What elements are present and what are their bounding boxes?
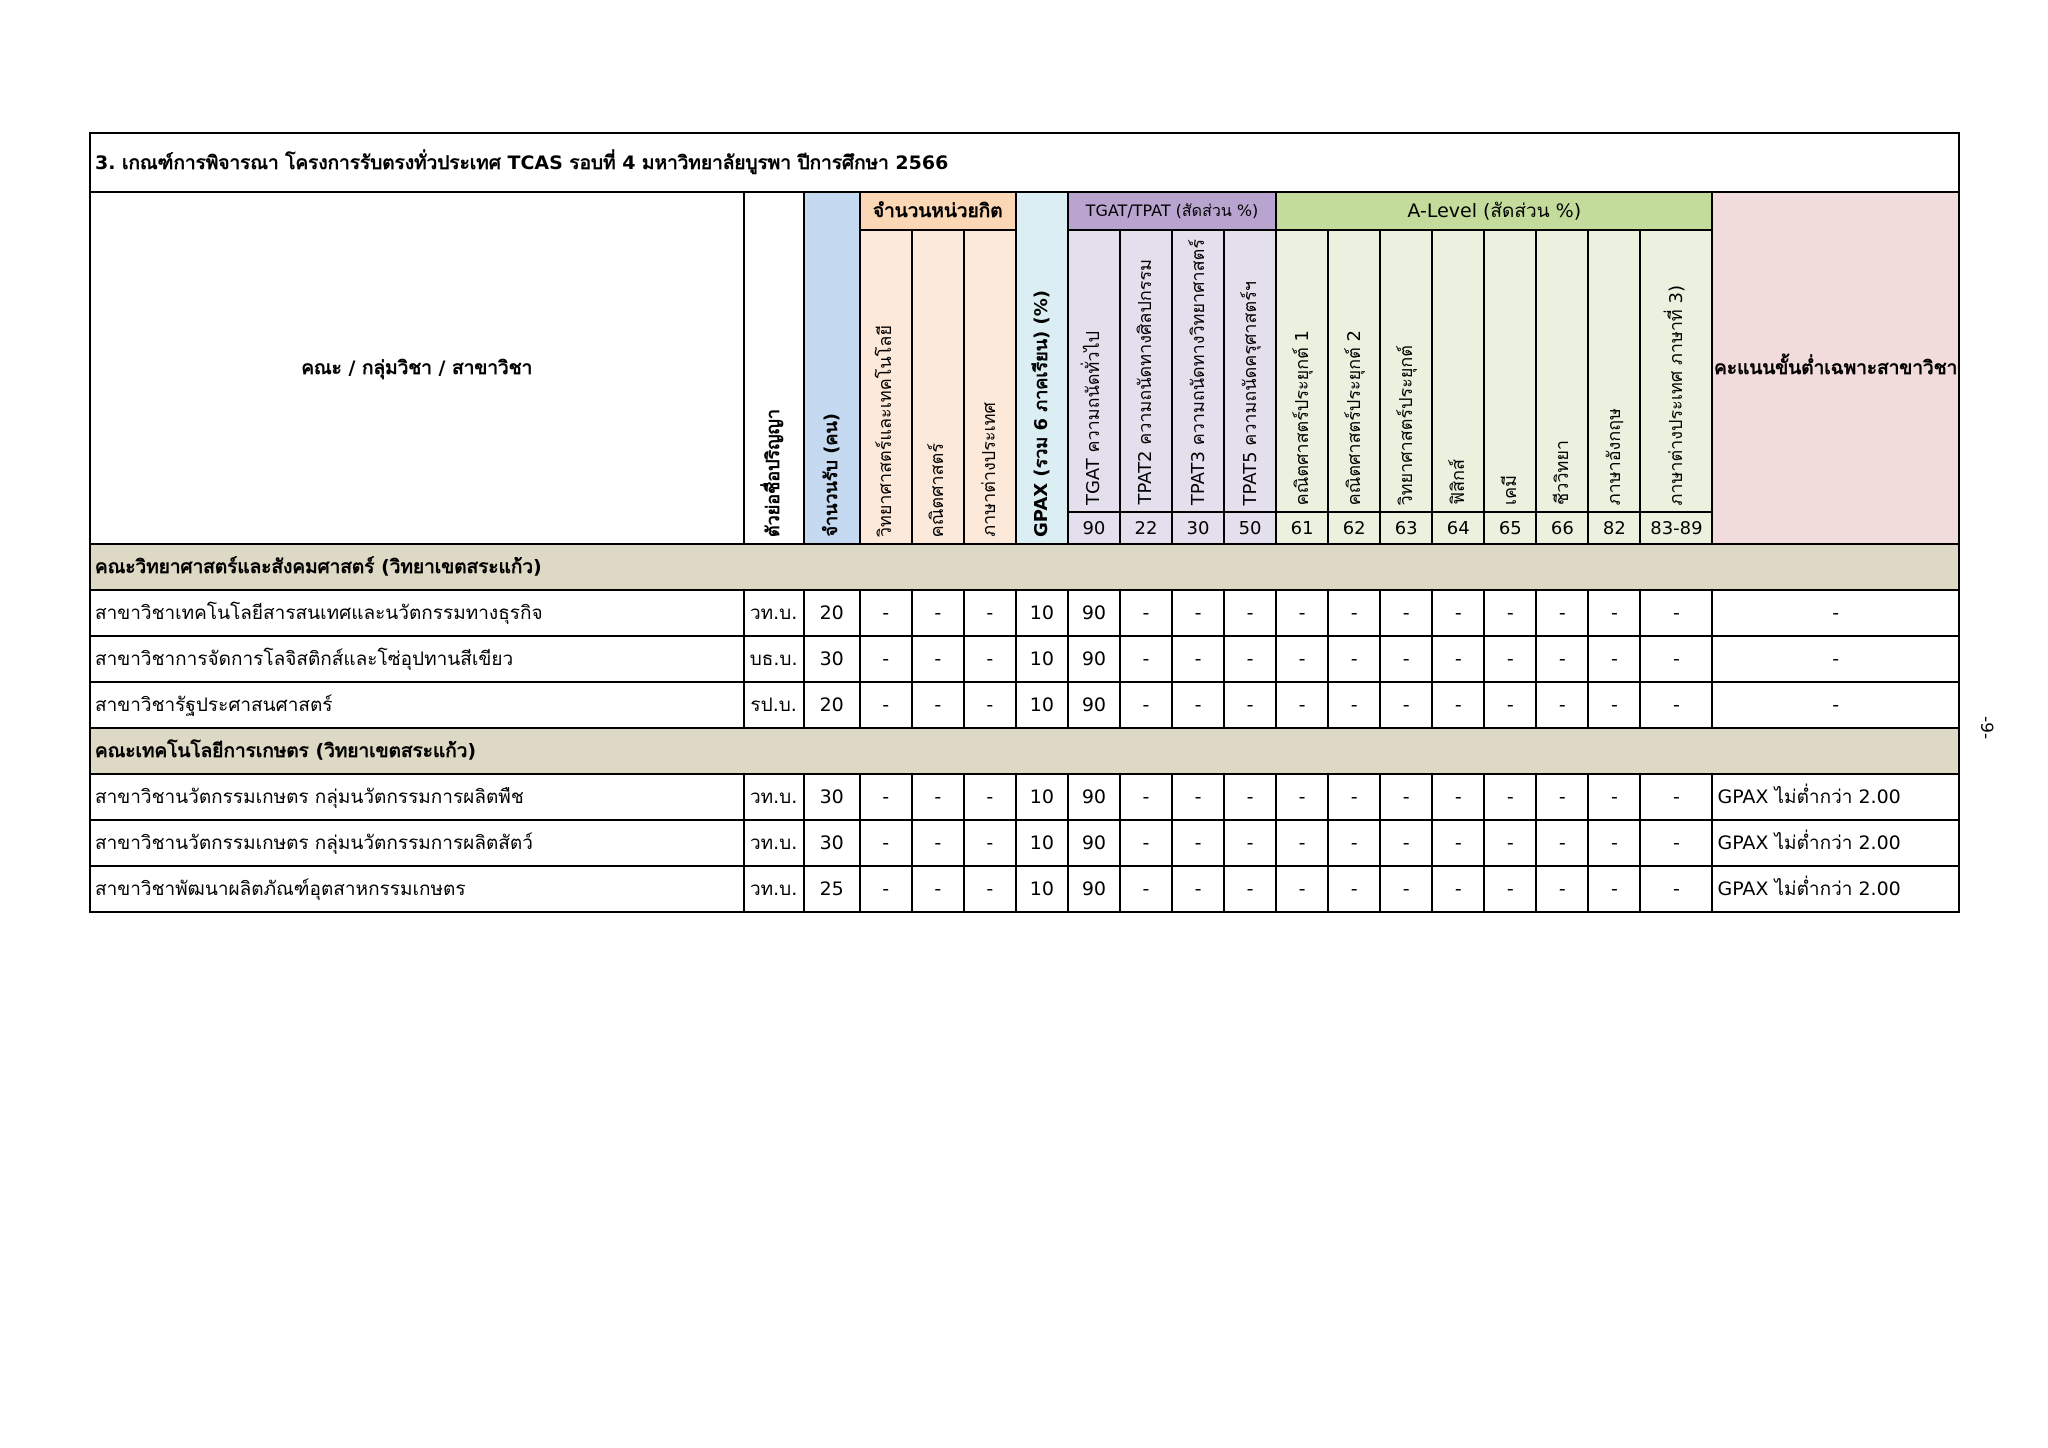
- credit-cell: -: [860, 636, 912, 682]
- degree-cell: รป.บ.: [744, 682, 804, 728]
- gpax-cell: 10: [1016, 820, 1068, 866]
- alevel-cell: -: [1484, 774, 1536, 820]
- seats-cell: 30: [804, 636, 860, 682]
- alevel-cell: -: [1276, 774, 1328, 820]
- alevel-code: 63: [1380, 512, 1432, 544]
- table-row: [90, 774, 1959, 820]
- degree-cell: วท.บ.: [744, 590, 804, 636]
- alevel-col-62: คณิตศาสตร์ประยุกต์ 2: [1328, 230, 1380, 512]
- tgat-cell: -: [1120, 820, 1172, 866]
- alevel-col-64: ฟิสิกส์: [1432, 230, 1484, 512]
- alevel-cell: -: [1380, 820, 1432, 866]
- tgat-cell: 90: [1068, 636, 1120, 682]
- alevel-code: 61: [1276, 512, 1328, 544]
- tgat-cell: -: [1172, 866, 1224, 912]
- alevel-cell: -: [1536, 682, 1588, 728]
- credit-cell: -: [912, 820, 964, 866]
- credits-group-header: จำนวนหน่วยกิต: [860, 192, 1016, 230]
- alevel-cell: -: [1380, 682, 1432, 728]
- tgat-cell: -: [1120, 590, 1172, 636]
- faculty-name: คณะวิทยาศาสตร์และสังคมศาสตร์ (วิทยาเขตสระแก้ว): [90, 544, 1959, 590]
- credit-cell: -: [912, 590, 964, 636]
- table-title: 3. เกณฑ์การพิจารณา โครงการรับตรงทั่วประเทศ TCAS รอบที่ 4 มหาวิทยาลัยบูรพา ปีการศึกษา 2566: [90, 133, 1959, 192]
- alevel-cell: -: [1380, 590, 1432, 636]
- alevel-cell: -: [1328, 636, 1380, 682]
- degree-cell: วท.บ.: [744, 866, 804, 912]
- tgat-code: 22: [1120, 512, 1172, 544]
- min-score-cell: GPAX ไม่ต่ำกว่า 2.00: [1712, 774, 1959, 820]
- credit-cell: -: [860, 866, 912, 912]
- alevel-cell: -: [1536, 636, 1588, 682]
- tgat-col-tgat: TGAT ความถนัดทั่วไป: [1068, 230, 1120, 512]
- alevel-cell: -: [1588, 636, 1640, 682]
- alevel-cell: -: [1276, 866, 1328, 912]
- tgat-cell: -: [1120, 774, 1172, 820]
- min-score-cell: GPAX ไม่ต่ำกว่า 2.00: [1712, 866, 1959, 912]
- tgat-code: 50: [1224, 512, 1276, 544]
- program-name: สาขาวิชานวัตกรรมเกษตร กลุ่มนวัตกรรมการผลิตสัตว์: [90, 820, 744, 866]
- credit-cell: -: [912, 682, 964, 728]
- alevel-cell: -: [1328, 682, 1380, 728]
- tgat-col-tpat2: TPAT2 ความถนัดทางศิลปกรรม: [1120, 230, 1172, 512]
- tgat-cell: -: [1224, 866, 1276, 912]
- gpax-cell: 10: [1016, 590, 1068, 636]
- tgat-cell: -: [1120, 682, 1172, 728]
- tgat-cell: 90: [1068, 820, 1120, 866]
- credit-cell: -: [860, 590, 912, 636]
- credit-cell: -: [912, 866, 964, 912]
- gpax-cell: 10: [1016, 682, 1068, 728]
- table-row: [90, 682, 1959, 728]
- alevel-cell: -: [1640, 682, 1712, 728]
- tgat-code: 90: [1068, 512, 1120, 544]
- alevel-col-63: วิทยาศาสตร์ประยุกต์: [1380, 230, 1432, 512]
- alevel-cell: -: [1484, 820, 1536, 866]
- tgat-cell: -: [1172, 590, 1224, 636]
- seats-cell: 30: [804, 820, 860, 866]
- min-score-cell: -: [1712, 636, 1959, 682]
- alevel-cell: -: [1380, 774, 1432, 820]
- credit-cell: -: [964, 820, 1016, 866]
- criteria-table: [89, 132, 1960, 913]
- seats-cell: 25: [804, 866, 860, 912]
- alevel-cell: -: [1276, 636, 1328, 682]
- credit-cell: -: [860, 774, 912, 820]
- tgat-code: 30: [1172, 512, 1224, 544]
- gpax-cell: 10: [1016, 636, 1068, 682]
- alevel-cell: -: [1484, 682, 1536, 728]
- alevel-cell: -: [1432, 820, 1484, 866]
- credit-cell: -: [860, 682, 912, 728]
- credit-cell: -: [964, 636, 1016, 682]
- alevel-cell: -: [1640, 866, 1712, 912]
- gpax-header: GPAX (รวม 6 ภาคเรียน) (%): [1016, 192, 1068, 544]
- criteria-sheet: [89, 132, 1960, 913]
- table-body: [90, 544, 1959, 912]
- tgat-cell: 90: [1068, 866, 1120, 912]
- degree-cell: บธ.บ.: [744, 636, 804, 682]
- alevel-cell: -: [1536, 866, 1588, 912]
- tgat-group-header: TGAT/TPAT (สัดส่วน %): [1068, 192, 1276, 230]
- credit-cell: -: [964, 774, 1016, 820]
- alevel-cell: -: [1536, 590, 1588, 636]
- alevel-code: 62: [1328, 512, 1380, 544]
- alevel-col-65: เคมี: [1484, 230, 1536, 512]
- alevel-cell: -: [1536, 774, 1588, 820]
- seats-cell: 30: [804, 774, 860, 820]
- tgat-col-tpat3: TPAT3 ความถนัดทางวิทยาศาสตร์: [1172, 230, 1224, 512]
- table-row: [90, 590, 1959, 636]
- alevel-group-header: A-Level (สัดส่วน %): [1276, 192, 1712, 230]
- alevel-cell: -: [1484, 590, 1536, 636]
- credit-col-science: วิทยาศาสตร์และเทคโนโลยี: [860, 230, 912, 544]
- tgat-cell: -: [1224, 636, 1276, 682]
- tgat-cell: -: [1224, 590, 1276, 636]
- alevel-cell: -: [1588, 774, 1640, 820]
- alevel-cell: -: [1432, 774, 1484, 820]
- alevel-cell: -: [1432, 866, 1484, 912]
- tgat-cell: -: [1172, 774, 1224, 820]
- tgat-cell: -: [1224, 820, 1276, 866]
- credit-cell: -: [912, 636, 964, 682]
- credit-cell: -: [964, 590, 1016, 636]
- gpax-cell: 10: [1016, 774, 1068, 820]
- alevel-cell: -: [1640, 820, 1712, 866]
- table-row: [90, 866, 1959, 912]
- min-score-cell: GPAX ไม่ต่ำกว่า 2.00: [1712, 820, 1959, 866]
- program-name: สาขาวิชารัฐประศาสนศาสตร์: [90, 682, 744, 728]
- page-number: -9-: [1976, 716, 1996, 740]
- table-row: [90, 636, 1959, 682]
- alevel-cell: -: [1484, 636, 1536, 682]
- alevel-cell: -: [1276, 820, 1328, 866]
- tgat-cell: -: [1120, 636, 1172, 682]
- tgat-cell: -: [1224, 682, 1276, 728]
- alevel-cell: -: [1432, 682, 1484, 728]
- alevel-cell: -: [1588, 590, 1640, 636]
- alevel-cell: -: [1640, 774, 1712, 820]
- min-score-cell: -: [1712, 682, 1959, 728]
- alevel-cell: -: [1380, 866, 1432, 912]
- gpax-cell: 10: [1016, 866, 1068, 912]
- alevel-cell: -: [1588, 682, 1640, 728]
- alevel-cell: -: [1276, 590, 1328, 636]
- credit-cell: -: [912, 774, 964, 820]
- program-header: คณะ / กลุ่มวิชา / สาขาวิชา: [90, 192, 744, 544]
- program-name: สาขาวิชาการจัดการโลจิสติกส์และโซ่อุปทานสีเขียว: [90, 636, 744, 682]
- tgat-cell: -: [1172, 682, 1224, 728]
- credit-cell: -: [860, 820, 912, 866]
- alevel-code: 66: [1536, 512, 1588, 544]
- seats-cell: 20: [804, 682, 860, 728]
- alevel-code: 64: [1432, 512, 1484, 544]
- tgat-cell: 90: [1068, 682, 1120, 728]
- alevel-col-66: ชีววิทยา: [1536, 230, 1588, 512]
- tgat-col-tpat5: TPAT5 ความถนัดครุศาสตร์ฯ: [1224, 230, 1276, 512]
- alevel-cell: -: [1328, 774, 1380, 820]
- degree-cell: วท.บ.: [744, 820, 804, 866]
- min-score-cell: -: [1712, 590, 1959, 636]
- alevel-cell: -: [1328, 590, 1380, 636]
- faculty-row: [90, 544, 1959, 590]
- credit-cell: -: [964, 866, 1016, 912]
- tgat-cell: 90: [1068, 774, 1120, 820]
- faculty-row: [90, 728, 1959, 774]
- seats-header: จำนวนรับ (คน): [804, 192, 860, 544]
- alevel-col-61: คณิตศาสตร์ประยุกต์ 1: [1276, 230, 1328, 512]
- alevel-code: 65: [1484, 512, 1536, 544]
- alevel-col-83-89: ภาษาต่างประเทศ ภาษาที่ 3): [1640, 230, 1712, 512]
- alevel-cell: -: [1588, 866, 1640, 912]
- alevel-cell: -: [1328, 820, 1380, 866]
- alevel-cell: -: [1588, 820, 1640, 866]
- tgat-cell: 90: [1068, 590, 1120, 636]
- program-name: สาขาวิชาเทคโนโลยีสารสนเทศและนวัตกรรมทางธุรกิจ: [90, 590, 744, 636]
- alevel-cell: -: [1328, 866, 1380, 912]
- alevel-cell: -: [1536, 820, 1588, 866]
- program-name: สาขาวิชาพัฒนาผลิตภัณฑ์อุตสาหกรรมเกษตร: [90, 866, 744, 912]
- tgat-cell: -: [1172, 636, 1224, 682]
- seats-cell: 20: [804, 590, 860, 636]
- credit-col-math: คณิตศาสตร์: [912, 230, 964, 544]
- min-score-header: คะแนนขั้นต่ำเฉพาะสาขาวิชา: [1712, 192, 1959, 544]
- faculty-name: คณะเทคโนโลยีการเกษตร (วิทยาเขตสระแก้ว): [90, 728, 1959, 774]
- alevel-cell: -: [1640, 636, 1712, 682]
- alevel-cell: -: [1432, 590, 1484, 636]
- credit-cell: -: [964, 682, 1016, 728]
- tgat-cell: -: [1172, 820, 1224, 866]
- alevel-code: 82: [1588, 512, 1640, 544]
- degree-cell: วท.บ.: [744, 774, 804, 820]
- alevel-col-82: ภาษาอังกฤษ: [1588, 230, 1640, 512]
- alevel-cell: -: [1380, 636, 1432, 682]
- alevel-cell: -: [1640, 590, 1712, 636]
- alevel-cell: -: [1432, 636, 1484, 682]
- program-name: สาขาวิชานวัตกรรมเกษตร กลุ่มนวัตกรรมการผลิตพืช: [90, 774, 744, 820]
- alevel-cell: -: [1484, 866, 1536, 912]
- credit-col-language: ภาษาต่างประเทศ: [964, 230, 1016, 544]
- tgat-cell: -: [1224, 774, 1276, 820]
- tgat-cell: -: [1120, 866, 1172, 912]
- table-row: [90, 820, 1959, 866]
- alevel-cell: -: [1276, 682, 1328, 728]
- alevel-code: 83-89: [1640, 512, 1712, 544]
- degree-header: ตัวย่อชื่อปริญญา: [744, 192, 804, 544]
